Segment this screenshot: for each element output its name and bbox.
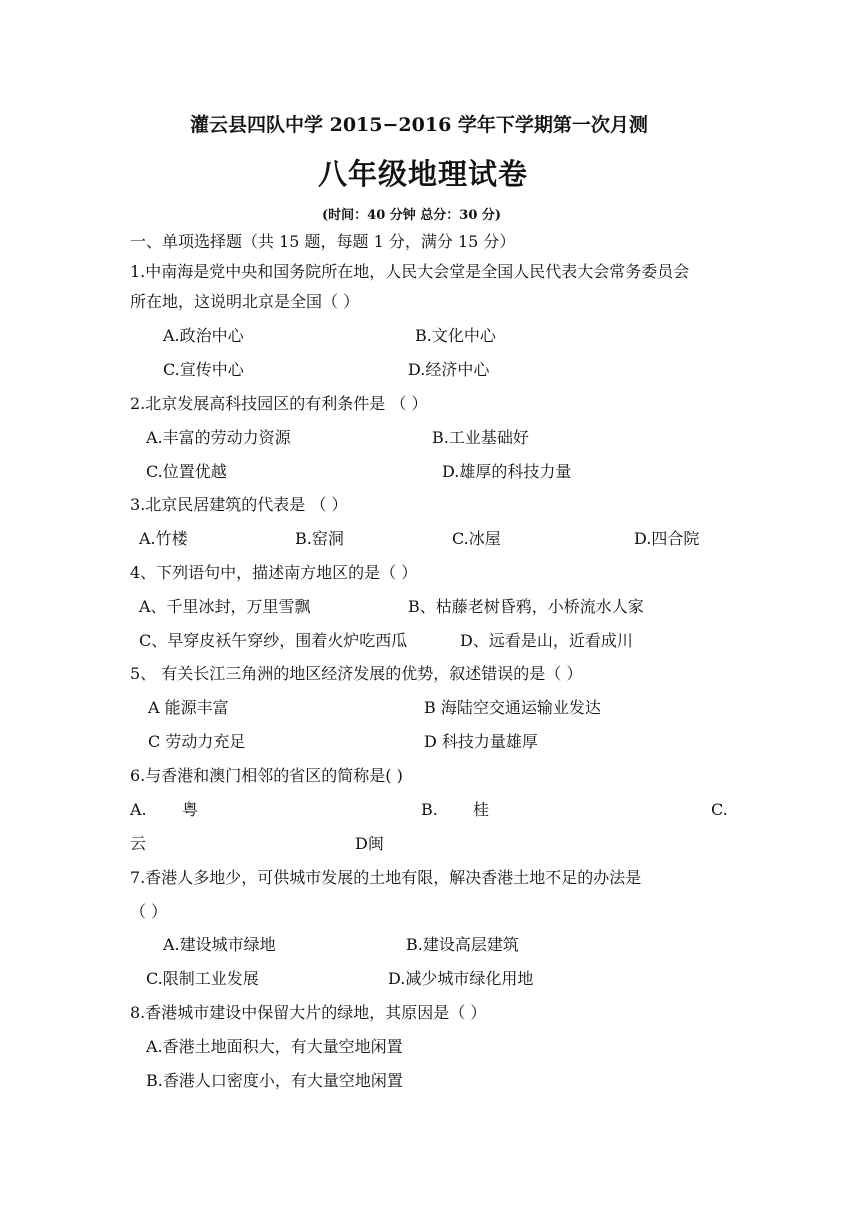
question-5-stem: 5、 有关长江三角洲的地区经济发展的优势，叙述错误的是（ ） [130, 664, 583, 683]
question-2-option-d: D.雄厚的科技力量 [442, 462, 572, 481]
question-6-option-d: D闽 [355, 834, 384, 853]
question-4-option-d: D、远看是山，近看成川 [460, 631, 633, 650]
question-4-option-a: A、千里冰封，万里雪飘 [139, 597, 311, 616]
question-7-stem-line1: 7.香港人多地少，可供城市发展的土地有限，解决香港土地不足的办法是 [130, 868, 642, 887]
question-1-option-b: B.文化中心 [415, 326, 496, 345]
question-5-option-c: C 劳动力充足 [148, 732, 246, 751]
question-1-option-d: D.经济中心 [408, 360, 490, 379]
question-7-stem-line2: （ ） [130, 902, 168, 921]
question-6-option-b-text: 桂 [473, 800, 490, 819]
question-1-stem-line2: 所在地，这说明北京是全国（ ） [130, 292, 360, 311]
question-7-option-a: A.建设城市绿地 [163, 935, 276, 954]
question-3-option-b: B.窑洞 [295, 529, 344, 548]
question-3-stem: 3.北京民居建筑的代表是 （ ） [130, 495, 348, 514]
question-5-option-d: D 科技力量雄厚 [424, 732, 538, 751]
question-6-option-c-letter: C. [711, 800, 728, 819]
exam-title: 八年级地理试卷 [318, 157, 529, 191]
question-8-stem: 8.香港城市建设中保留大片的绿地，其原因是（ ） [130, 1003, 487, 1022]
question-2-option-c: C.位置优越 [146, 462, 227, 481]
question-2-option-a: A.丰富的劳动力资源 [146, 428, 291, 447]
question-8-option-b: B.香港人口密度小，有大量空地闲置 [146, 1071, 403, 1090]
section-heading: 一、单项选择题（共 15 题，每题 1 分，满分 15 分） [130, 232, 516, 251]
question-1-option-c: C.宣传中心 [163, 360, 244, 379]
question-6-option-b-letter: B. [421, 800, 438, 819]
question-5-option-a: A 能源丰富 [148, 698, 229, 717]
question-3-option-c: C.冰屋 [452, 529, 501, 548]
question-7-option-d: D.减少城市绿化用地 [388, 969, 534, 988]
question-7-option-b: B.建设高层建筑 [406, 935, 519, 954]
question-4-stem: 4、下列语句中，描述南方地区的是（ ） [130, 563, 418, 582]
question-4-option-b: B、枯藤老树昏鸦，小桥流水人家 [408, 597, 644, 616]
question-6-stem: 6.与香港和澳门相邻的省区的简称是( ) [130, 766, 403, 785]
question-6-option-a-letter: A. [130, 800, 147, 819]
question-1-option-a: A.政治中心 [163, 326, 244, 345]
question-7-option-c: C.限制工业发展 [146, 969, 259, 988]
question-2-stem: 2.北京发展高科技园区的有利条件是 （ ） [130, 394, 428, 413]
question-3-option-d: D.四合院 [634, 529, 700, 548]
question-4-option-c: C、早穿皮袄午穿纱，围着火炉吃西瓜 [139, 631, 408, 650]
question-6-option-c-text: 云 [130, 834, 147, 853]
question-5-option-b: B 海陆空交通运输业发达 [424, 698, 601, 717]
question-1-stem-line1: 1.中南海是党中央和国务院所在地，人民大会堂是全国人民代表大会常务委员会 [130, 262, 690, 281]
question-3-option-a: A.竹楼 [139, 529, 188, 548]
school-title: 灌云县四队中学 2015−2016 学年下学期第一次月测 [190, 114, 648, 136]
question-2-option-b: B.工业基础好 [432, 428, 529, 447]
question-6-option-a-text: 粤 [182, 800, 199, 819]
exam-info: (时间：40 分钟 总分：30 分) [322, 208, 502, 223]
question-8-option-a: A.香港土地面积大，有大量空地闲置 [146, 1037, 403, 1056]
